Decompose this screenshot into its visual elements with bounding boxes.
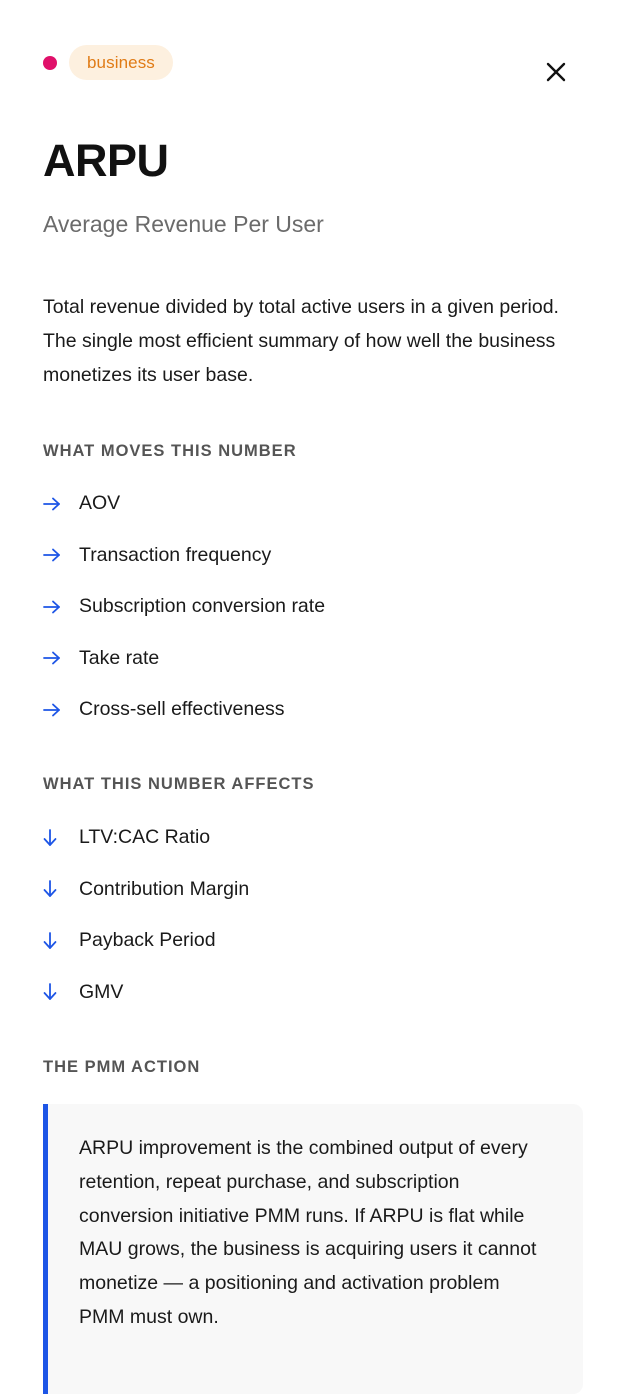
category-dot [43,56,57,70]
category-pill: business [69,45,173,80]
affects-heading: WHAT THIS NUMBER AFFECTS [43,775,315,793]
affects-item [43,812,249,864]
drivers-item [43,530,325,582]
drivers-item-label: AOV [79,492,121,515]
drivers-item [43,684,325,736]
arrow-down-icon [43,932,79,950]
pmm-action-heading: THE PMM ACTION [43,1058,201,1076]
affects-item [43,967,249,1019]
drivers-item [43,478,325,530]
drivers-heading: WHAT MOVES THIS NUMBER [43,442,297,460]
affects-list [43,812,249,1018]
arrow-down-icon [43,829,79,847]
close-button[interactable] [540,56,572,88]
drivers-item-label: Cross-sell effectiveness [79,698,285,721]
arrow-right-icon [43,651,79,665]
affects-item-label: Payback Period [79,929,216,952]
arrow-down-icon [43,880,79,898]
pmm-action-text: ARPU improvement is the combined output of every retention, repeat purchase, and subscription conversion initiative PMM runs. If ARPU is flat while MAU grows, the business is acquiring users it cannot monetize — a positioning and activation problem PMM must own. [79,1137,537,1328]
close-icon [545,61,567,83]
metric-title: ARPU [43,135,169,186]
arrow-right-icon [43,548,79,562]
drivers-item [43,581,325,633]
affects-item-label: GMV [79,980,124,1003]
category-tag [43,45,173,80]
arrow-right-icon [43,703,79,717]
drivers-list [43,478,325,736]
metric-description: Total revenue divided by total active users in a given period. The single most efficient summary of how well the business monetizes its user base. [43,296,559,386]
drivers-item-label: Take rate [79,646,160,669]
arrow-down-icon [43,983,79,1001]
drivers-item-label: Transaction frequency [79,543,272,566]
affects-item-label: Contribution Margin [79,877,250,900]
affects-item [43,915,249,967]
affects-item-label: LTV:CAC Ratio [79,826,211,849]
drivers-item [43,633,325,685]
pmm-action-callout [43,1104,583,1394]
drivers-item-label: Subscription conversion rate [79,595,326,618]
affects-item [43,864,249,916]
arrow-right-icon [43,600,79,614]
arrow-right-icon [43,497,79,511]
metric-subtitle: Average Revenue Per User [43,211,324,237]
